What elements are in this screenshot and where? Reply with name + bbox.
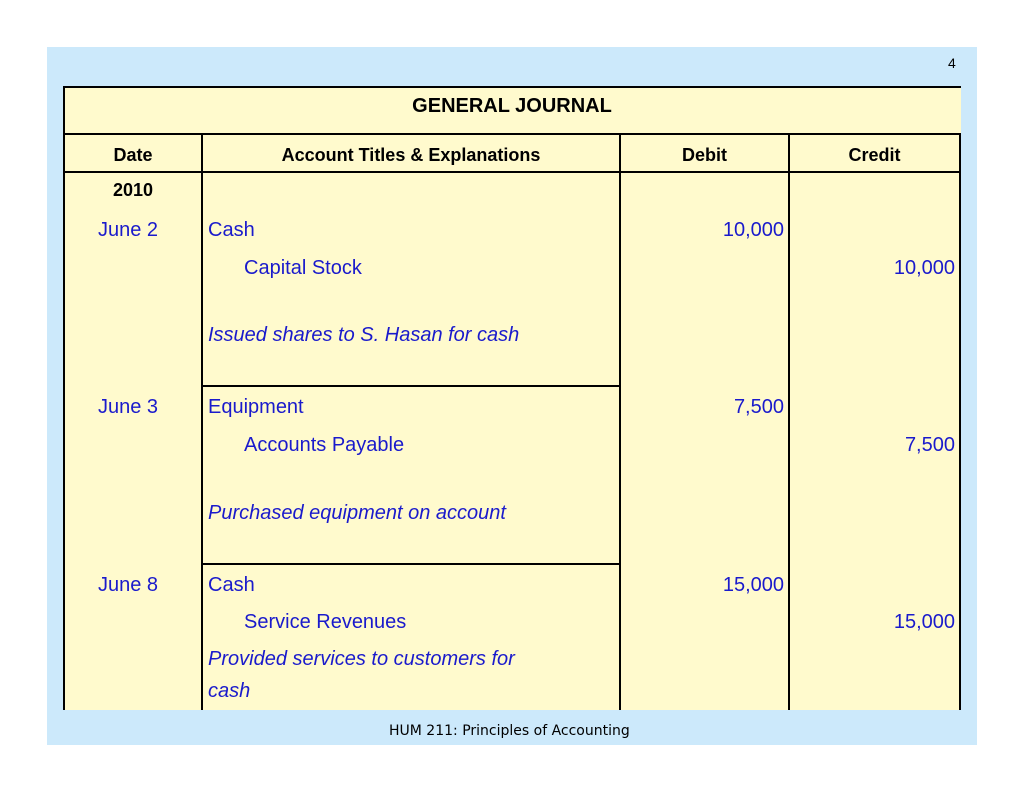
entry-separator-2: [201, 563, 621, 565]
entry-date: June 3: [98, 396, 159, 418]
entry-debit-amount: 7,500: [733, 396, 784, 418]
entry-explanation: Issued shares to S. Hasan for cash: [208, 324, 520, 346]
entry-date: June 8: [98, 574, 159, 596]
entry-debit-amount: 15,000: [722, 574, 784, 596]
entry-debit-account: Cash: [208, 219, 255, 241]
entry-credit-amount: 15,000: [893, 611, 955, 633]
entry-explanation: Provided services to customers for: [208, 648, 515, 670]
entry-debit-account: Cash: [208, 574, 255, 596]
date-column-rule: [201, 133, 203, 710]
entry-date: June 2: [98, 219, 159, 241]
entry-credit-amount: 10,000: [893, 257, 955, 279]
entry-credit-amount: 7,500: [904, 434, 955, 456]
entry-explanation-line-2: cash: [208, 680, 251, 702]
credit-column-rule: [959, 133, 961, 710]
header-bottom-rule: [63, 171, 961, 173]
title-bottom-rule: [63, 133, 961, 135]
entry-credit-account: Service Revenues: [244, 611, 407, 633]
entry-explanation: Purchased equipment on account: [208, 502, 506, 524]
header-account: Account Titles & Explanations: [281, 145, 541, 165]
header-date: Date: [113, 145, 153, 165]
footer-course-title: HUM 211: Principles of Accounting: [389, 723, 630, 739]
journal-title: GENERAL JOURNAL: [412, 95, 612, 117]
entry-debit-account: Equipment: [208, 396, 304, 418]
header-credit: Credit: [848, 145, 901, 165]
page-number: 4: [948, 55, 956, 71]
entry-credit-account: Capital Stock: [244, 257, 362, 279]
entry-separator-1: [201, 385, 621, 387]
header-debit: Debit: [682, 145, 727, 165]
year-label: 2010: [112, 180, 154, 200]
table-top-rule: [63, 86, 961, 88]
entry-debit-amount: 10,000: [722, 219, 784, 241]
entry-credit-account: Accounts Payable: [244, 434, 405, 456]
